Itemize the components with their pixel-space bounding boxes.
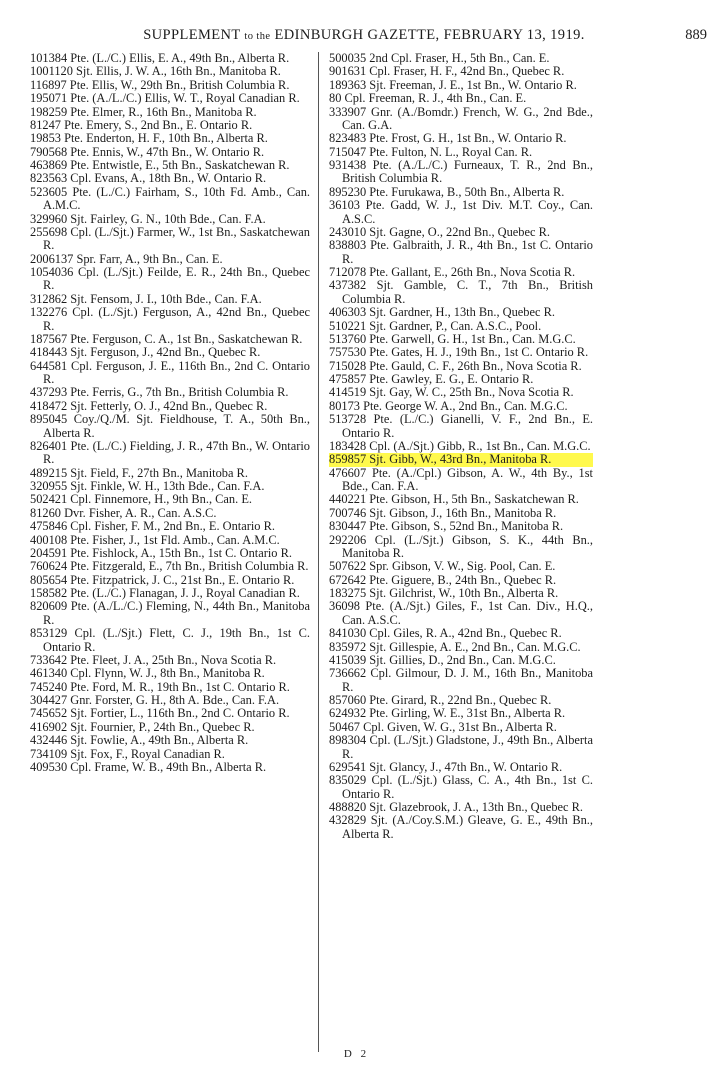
roll-entry: 757530 Pte. Gates, H. J., 19th Bn., 1st C. Ontario R. — [329, 345, 589, 360]
roll-entry: 523605 Pte. (L./C.) Fairham, S., 10th Fd. Amb., Can. A.M.C. — [30, 184, 310, 213]
roll-entry: 513760 Pte. Garwell, G. H., 1st Bn., Can. M.G.C. — [329, 331, 576, 346]
roll-entry: 488820 Sjt. Glazebrook, J. A., 13th Bn., Quebec R. — [329, 800, 583, 814]
roll-entry: 414519 Sjt. Gay, W. C., 25th Bn., Nova Scotia R. — [329, 385, 574, 400]
roll-entry: 195071 Pte. (A./L./C.) Ellis, W. T., Royal Canadian R. — [30, 91, 300, 106]
header-supplement: SUPPLEMENT — [143, 27, 241, 43]
roll-entry: 409530 Cpl. Frame, W. B., 49th Bn., Alberta R. — [30, 759, 267, 774]
roll-entry: 745652 Sjt. Fortier, L., 116th Bn., 2nd C. Ontario R. — [30, 706, 290, 721]
roll-entry: 81247 Pte. Emery, S., 2nd Bn., E. Ontario R. — [30, 117, 253, 132]
roll-entry: 36098 Pte. (A./Sjt.) Giles, F., 1st Can. Div., H.Q., Can. A.S.C. — [329, 599, 593, 627]
roll-entry: 415039 Sjt. Gillies, D., 2nd Bn., Can. M.G.C. — [329, 652, 556, 667]
roll-entry: 895230 Pte. Furukawa, B., 50th Bn., Alberta R. — [329, 184, 565, 199]
left-column — [30, 52, 310, 774]
roll-entry: 502421 Cpl. Finnemore, H., 9th Bn., Can. E. — [30, 492, 252, 507]
roll-entry: 80 Cpl. Freeman, R. J., 4th Bn., Can. E. — [329, 91, 527, 106]
roll-entry: 463869 Pte. Entwistle, E., 5th Bn., Saskatchewan R. — [30, 158, 290, 172]
roll-entry: 712078 Pte. Gallant, E., 26th Bn., Nova Scotia R. — [329, 265, 576, 279]
roll-entry: 333907 Gnr. (A./Bomdr.) French, W. G., 2nd Bde., Can. G.A. — [329, 104, 593, 132]
roll-entry: 672642 Pte. Giguere, B., 24th Bn., Quebec R. — [329, 572, 557, 587]
roll-entry: 476607 Pte. (A./Cpl.) Gibson, A. W., 4th By., 1st Bde., Can. F.A. — [329, 465, 593, 493]
roll-entry: 830447 Pte. Gibson, S., 52nd Bn., Manitoba R. — [329, 519, 564, 534]
roll-entry: 734109 Sjt. Fox, F., Royal Canadian R. — [30, 746, 225, 761]
roll-entry: 733642 Pte. Fleet, J. A., 25th Bn., Nova Scotia R. — [30, 652, 277, 667]
roll-entry: 304427 Gnr. Forster, G. H., 8th A. Bde., Can. F.A. — [30, 693, 280, 707]
highlighted-entry: 859857 Sjt. Gibb, W., 43rd Bn., Manitoba R. — [329, 453, 593, 466]
right-column — [329, 52, 593, 841]
roll-entry: 81260 Dvr. Fisher, A. R., Can. A.S.C. — [30, 505, 217, 520]
roll-entry: 475857 Pte. Gawley, E. G., E. Ontario R. — [329, 372, 534, 386]
roll-entry: 461340 Cpl. Flynn, W. J., 8th Bn., Manitoba R. — [30, 666, 265, 681]
roll-entry: 2006137 Spr. Farr, A., 9th Bn., Can. E. — [30, 251, 223, 266]
roll-entry: 1001120 Sjt. Ellis, J. W. A., 16th Bn., Manitoba R. — [30, 64, 281, 79]
roll-entry: 416902 Sjt. Fournier, P., 24th Bn., Quebec R. — [30, 719, 255, 734]
roll-entry: 835972 Sjt. Gillespie, A. E., 2nd Bn., Can. M.G.C. — [329, 639, 581, 654]
roll-entry: 507622 Spr. Gibson, V. W., Sig. Pool, Can. E. — [329, 559, 556, 574]
roll-entry: 406303 Sjt. Gardner, H., 13th Bn., Quebec R. — [329, 305, 555, 320]
roll-entry: 187567 Pte. Ferguson, C. A., 1st Bn., Saskatchewan R. — [30, 331, 303, 346]
roll-entry: 1054036 Cpl. (L./Sjt.) Feilde, E. R., 24th Bn., Quebec R. — [30, 265, 310, 293]
page-footer-signature: D 2 — [343, 1048, 370, 1060]
roll-entry: 116897 Pte. Ellis, W., 29th Bn., British Columbia R. — [30, 77, 290, 92]
roll-entry: 823563 Cpl. Evans, A., 18th Bn., W. Ontario R. — [30, 171, 267, 186]
roll-entry: 857060 Pte. Girard, R., 22nd Bn., Quebec R. — [329, 693, 552, 707]
roll-entry: 820609 Pte. (A./L./C.) Fleming, N., 44th Bn., Manitoba R. — [30, 599, 310, 627]
roll-entry: 80173 Pte. George W. A., 2nd Bn., Can. M.G.C. — [329, 398, 568, 413]
header-title: EDINBURGH GAZETTE, FEBRUARY 13, 1919. — [274, 27, 585, 43]
header-connector: to the — [244, 31, 271, 42]
roll-entry: 432446 Sjt. Fowlie, A., 49th Bn., Alberta R. — [30, 733, 249, 748]
roll-entry: 189363 Sjt. Freeman, J. E., 1st Bn., W. Ontario R. — [329, 77, 577, 92]
roll-entry: 895045 Coy./Q./M. Sjt. Fieldhouse, T. A., 50th Bn., Alberta R. — [30, 412, 310, 440]
roll-entry: 312862 Sjt. Fensom, J. I., 10th Bde., Can. F.A. — [30, 291, 262, 306]
roll-entry: 440221 Pte. Gibson, H., 5th Bn., Saskatchewan R. — [329, 492, 579, 507]
roll-entry: 823483 Pte. Frost, G. H., 1st Bn., W. Ontario R. — [329, 131, 567, 146]
roll-entry: 853129 Cpl. (L./Sjt.) Flett, C. J., 19th Bn., 1st C. Ontario R. — [30, 626, 310, 654]
roll-entry: 329960 Sjt. Fairley, G. N., 10th Bde., Can. F.A. — [30, 211, 266, 226]
roll-entry: 183275 Sjt. Gilchrist, W., 10th Bn., Alberta R. — [329, 586, 559, 600]
roll-entry: 418472 Sjt. Fetterly, O. J., 42nd Bn., Quebec R. — [30, 398, 268, 413]
roll-entry: 418443 Sjt. Ferguson, J., 42nd Bn., Quebec R. — [30, 345, 261, 360]
roll-entry: 715028 Pte. Gauld, C. F., 26th Bn., Nova Scotia R. — [329, 358, 582, 373]
roll-entry: 715047 Pte. Fulton, N. L., Royal Can. R. — [329, 144, 533, 159]
roll-entry: 760624 Pte. Fitzgerald, E., 7th Bn., British Columbia R. — [30, 559, 309, 574]
roll-entry: 841030 Cpl. Giles, R. A., 42nd Bn., Quebec R. — [329, 626, 562, 641]
roll-entry: 629541 Sjt. Glancy, J., 47th Bn., W. Ontario R. — [329, 759, 563, 774]
roll-entry: 838803 Pte. Galbraith, J. R., 4th Bn., 1st C. Ontario R. — [329, 238, 593, 266]
roll-entry: 198259 Pte. Elmer, R., 16th Bn., Manitoba R. — [30, 104, 257, 119]
roll-entry: 826401 Pte. (L./C.) Fielding, J. R., 47th Bn., W. Ontario R. — [30, 438, 310, 467]
page-header — [20, 27, 708, 44]
roll-entry: 320955 Sjt. Finkle, W. H., 13th Bde., Can. F.A. — [30, 479, 265, 493]
roll-entry: 901631 Cpl. Fraser, H. F., 42nd Bn., Quebec R. — [329, 64, 565, 79]
page-number: 889 — [685, 27, 707, 43]
roll-entry: 500035 2nd Cpl. Fraser, H., 5th Bn., Can. E. — [329, 51, 550, 65]
roll-entry: 644581 Cpl. Ferguson, J. E., 116th Bn., 2nd C. Ontario R. — [30, 358, 310, 386]
roll-entry: 700746 Sjt. Gibson, J., 16th Bn., Manitoba R. — [329, 505, 557, 520]
roll-entry: 132276 Cpl. (L./Sjt.) Ferguson, A., 42nd Bn., Quebec R. — [30, 305, 310, 333]
roll-entry: 624932 Pte. Girling, W. E., 31st Bn., Alberta R. — [329, 706, 566, 721]
roll-entry: 489215 Sjt. Field, F., 27th Bn., Manitoba R. — [30, 465, 248, 480]
roll-entry: 745240 Pte. Ford, M. R., 19th Bn., 1st C. Ontario R. — [30, 679, 290, 694]
roll-entry: 835029 Cpl. (L./Sjt.) Glass, C. A., 4th Bn., 1st C. Ontario R. — [329, 773, 593, 801]
roll-entry: 19853 Pte. Enderton, H. F., 10th Bn., Alberta R. — [30, 131, 268, 146]
roll-entry: 243010 Sjt. Gagne, O., 22nd Bn., Quebec R. — [329, 224, 550, 239]
roll-entry: 790568 Pte. Ennis, W., 47th Bn., W. Ontario R. — [30, 144, 265, 159]
roll-entry: 204591 Pte. Fishlock, A., 15th Bn., 1st C. Ontario R. — [30, 545, 292, 560]
roll-entry: 898304 Cpl. (L./Sjt.) Gladstone, J., 49th Bn., Alberta R. — [329, 733, 593, 761]
roll-entry: 805654 Pte. Fitzpatrick, J. C., 21st Bn., E. Ontario R. — [30, 572, 295, 587]
roll-entry: 101384 Pte. (L./C.) Ellis, E. A., 49th Bn., Alberta R. — [30, 51, 290, 65]
roll-entry: 36103 Pte. Gadd, W. J., 1st Div. M.T. Coy., Can. A.S.C. — [329, 198, 593, 226]
roll-entry: 736662 Cpl. Gilmour, D. J. M., 16th Bn., Manitoba R. — [329, 666, 593, 694]
roll-entry: 513728 Pte. (L./C.) Gianelli, V. F., 2nd Bn., E. Ontario R. — [329, 412, 593, 440]
roll-entry: 158582 Pte. (L./C.) Flanagan, J. J., Royal Canadian R. — [30, 586, 300, 600]
roll-entry: 400108 Pte. Fisher, J., 1st Fld. Amb., Can. A.M.C. — [30, 532, 280, 547]
roll-entry: 931438 Pte. (A./L./C.) Furneaux, T. R., 2nd Bn., British Columbia R. — [329, 158, 593, 186]
roll-entry: 50467 Cpl. Given, W. G., 31st Bn., Alberta R. — [329, 719, 557, 734]
roll-entry: 437382 Sjt. Gamble, C. T., 7th Bn., British Columbia R. — [329, 278, 593, 306]
roll-entry: 292206 Cpl. (L./Sjt.) Gibson, S. K., 44th Bn., Manitoba R. — [329, 532, 593, 560]
roll-entry: 437293 Pte. Ferris, G., 7th Bn., British Columbia R. — [30, 385, 289, 400]
roll-entry: 510221 Sjt. Gardner, P., Can. A.S.C., Pool. — [329, 318, 542, 333]
roll-entry: 255698 Cpl. (L./Sjt.) Farmer, W., 1st Bn., Saskatchewan R. — [30, 224, 310, 253]
roll-entry: 183428 Cpl. (A./Sjt.) Gibb, R., 1st Bn., Can. M.G.C. — [329, 438, 591, 453]
roll-entry: 432829 Sjt. (A./Coy.S.M.) Gleave, G. E., 49th Bn., Alberta R. — [329, 813, 593, 841]
roll-entry: 475846 Cpl. Fisher, F. M., 2nd Bn., E. Ontario R. — [30, 519, 275, 534]
column-divider — [318, 52, 319, 1052]
